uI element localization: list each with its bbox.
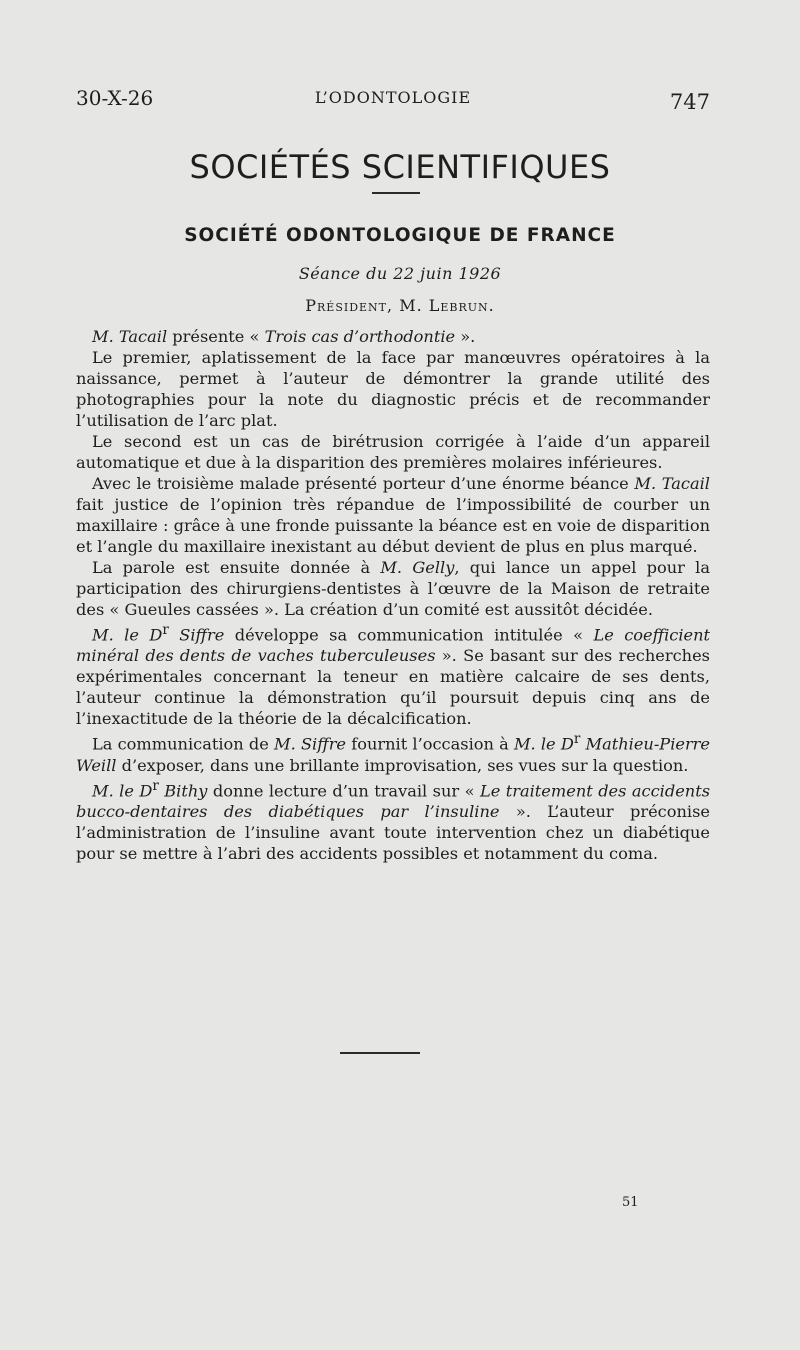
speaker-name: M. Gelly (380, 558, 455, 577)
closing-rule (340, 1052, 420, 1054)
paragraph (76, 557, 710, 620)
signature-mark: 51 (622, 1195, 639, 1210)
speaker-name: M. Siffre (274, 734, 347, 754)
president-line: Président, M. Lebrun. (305, 296, 495, 315)
issue-date: 30-X-26 (76, 86, 154, 110)
page-number: 747 (669, 90, 710, 114)
paragraph (76, 326, 710, 347)
work-title: Trois cas d’orthodontie (264, 327, 456, 346)
work-title: Le traitement des accidents bucco-dentaires des diabétiques par l’insuline (76, 781, 711, 822)
text-run: ». L’auteur préconise l’administration de l’insuline avant toute intervention chez un diabétique pour se mettre à l’abri des accidents possibles et notamment du coma. (76, 802, 710, 864)
text-run: ». (455, 327, 476, 346)
text-run: Le second est un cas de birétrusion corrigée à l’aide d’un appareil automatique et due à la disparition des premières molaires inférieures. (76, 432, 710, 472)
journal-title: L’ODONTOLOGIE (314, 88, 472, 107)
text-run: La communication de (92, 734, 275, 754)
paragraph (76, 473, 710, 557)
title-divider (372, 192, 420, 194)
text-run: fait justice de l’opinion très répandue de l’impossibilité de courber un maxillaire : grâce à une fronde puissante la béance est en voie de disparition et l’angle du maxillaire inexistant au début devient de plus en plus marqué. (76, 495, 710, 556)
speaker-name: Mathieu-Pierre Weill (76, 734, 711, 775)
speaker-name: Siffre (168, 625, 225, 645)
text-run: donne lecture d’un travail sur « (207, 781, 480, 801)
text-run: Avec le troisième malade présenté porteur d’une énorme béance (92, 474, 635, 493)
speaker-name: M. Tacail (634, 474, 710, 493)
text-run: développe sa communication intitulée « (224, 625, 594, 645)
text-run: Le premier, aplatissement de la face par manœuvres opératoires à la naissance, permet à l’auteur de démontrer la grande utilité des photographies pour la note du diagnostic précis et de recommander l’utilisation de l’arc plat. (76, 348, 710, 430)
superscript: r (573, 731, 581, 748)
text-run: fournit l’occasion à (346, 734, 514, 754)
work-title: Le coefficient minéral des dents de vaches tuberculeuses (76, 625, 711, 666)
paragraph (76, 776, 710, 864)
text-run: présente « (167, 327, 265, 346)
speaker-name: M. Tacail (92, 327, 168, 346)
superscript: r (162, 622, 169, 638)
article-body (76, 326, 710, 864)
section-title: SOCIÉTÉS SCIENTIFIQUES (189, 148, 611, 186)
paragraph (76, 431, 710, 473)
speaker-name: M. le D (513, 734, 574, 754)
speaker-name: M. le D (92, 781, 153, 801)
superscript: r (152, 777, 159, 794)
running-head (76, 86, 710, 114)
paragraph (76, 347, 710, 431)
paragraph (76, 620, 710, 729)
speaker-name: M. le D (92, 625, 163, 645)
text-run: La parole est ensuite donnée à (92, 558, 381, 577)
text-run: , qui lance un appel pour la participation des chirurgiens-dentistes à l’œuvre de la Maison de retraite des « Gueules cassées ». La création d’un comité est aussitôt décidée. (76, 558, 710, 619)
speaker-name: Bithy (158, 781, 208, 801)
session-date: Séance du 22 juin 1926 (298, 264, 502, 283)
society-title: SOCIÉTÉ ODONTOLOGIQUE DE FRANCE (184, 225, 616, 246)
paragraph (76, 729, 710, 775)
text-run: d’exposer, dans une brillante improvisation, ses vues sur la question. (116, 755, 689, 775)
text-run: ». Se basant sur des recherches expérimentales concernant la teneur en matière calcaire de ses dents, l’auteur continue la démonstration qu’il poursuit depuis cinq ans de l’inexactitude de la théorie de la décalcification. (76, 646, 710, 729)
